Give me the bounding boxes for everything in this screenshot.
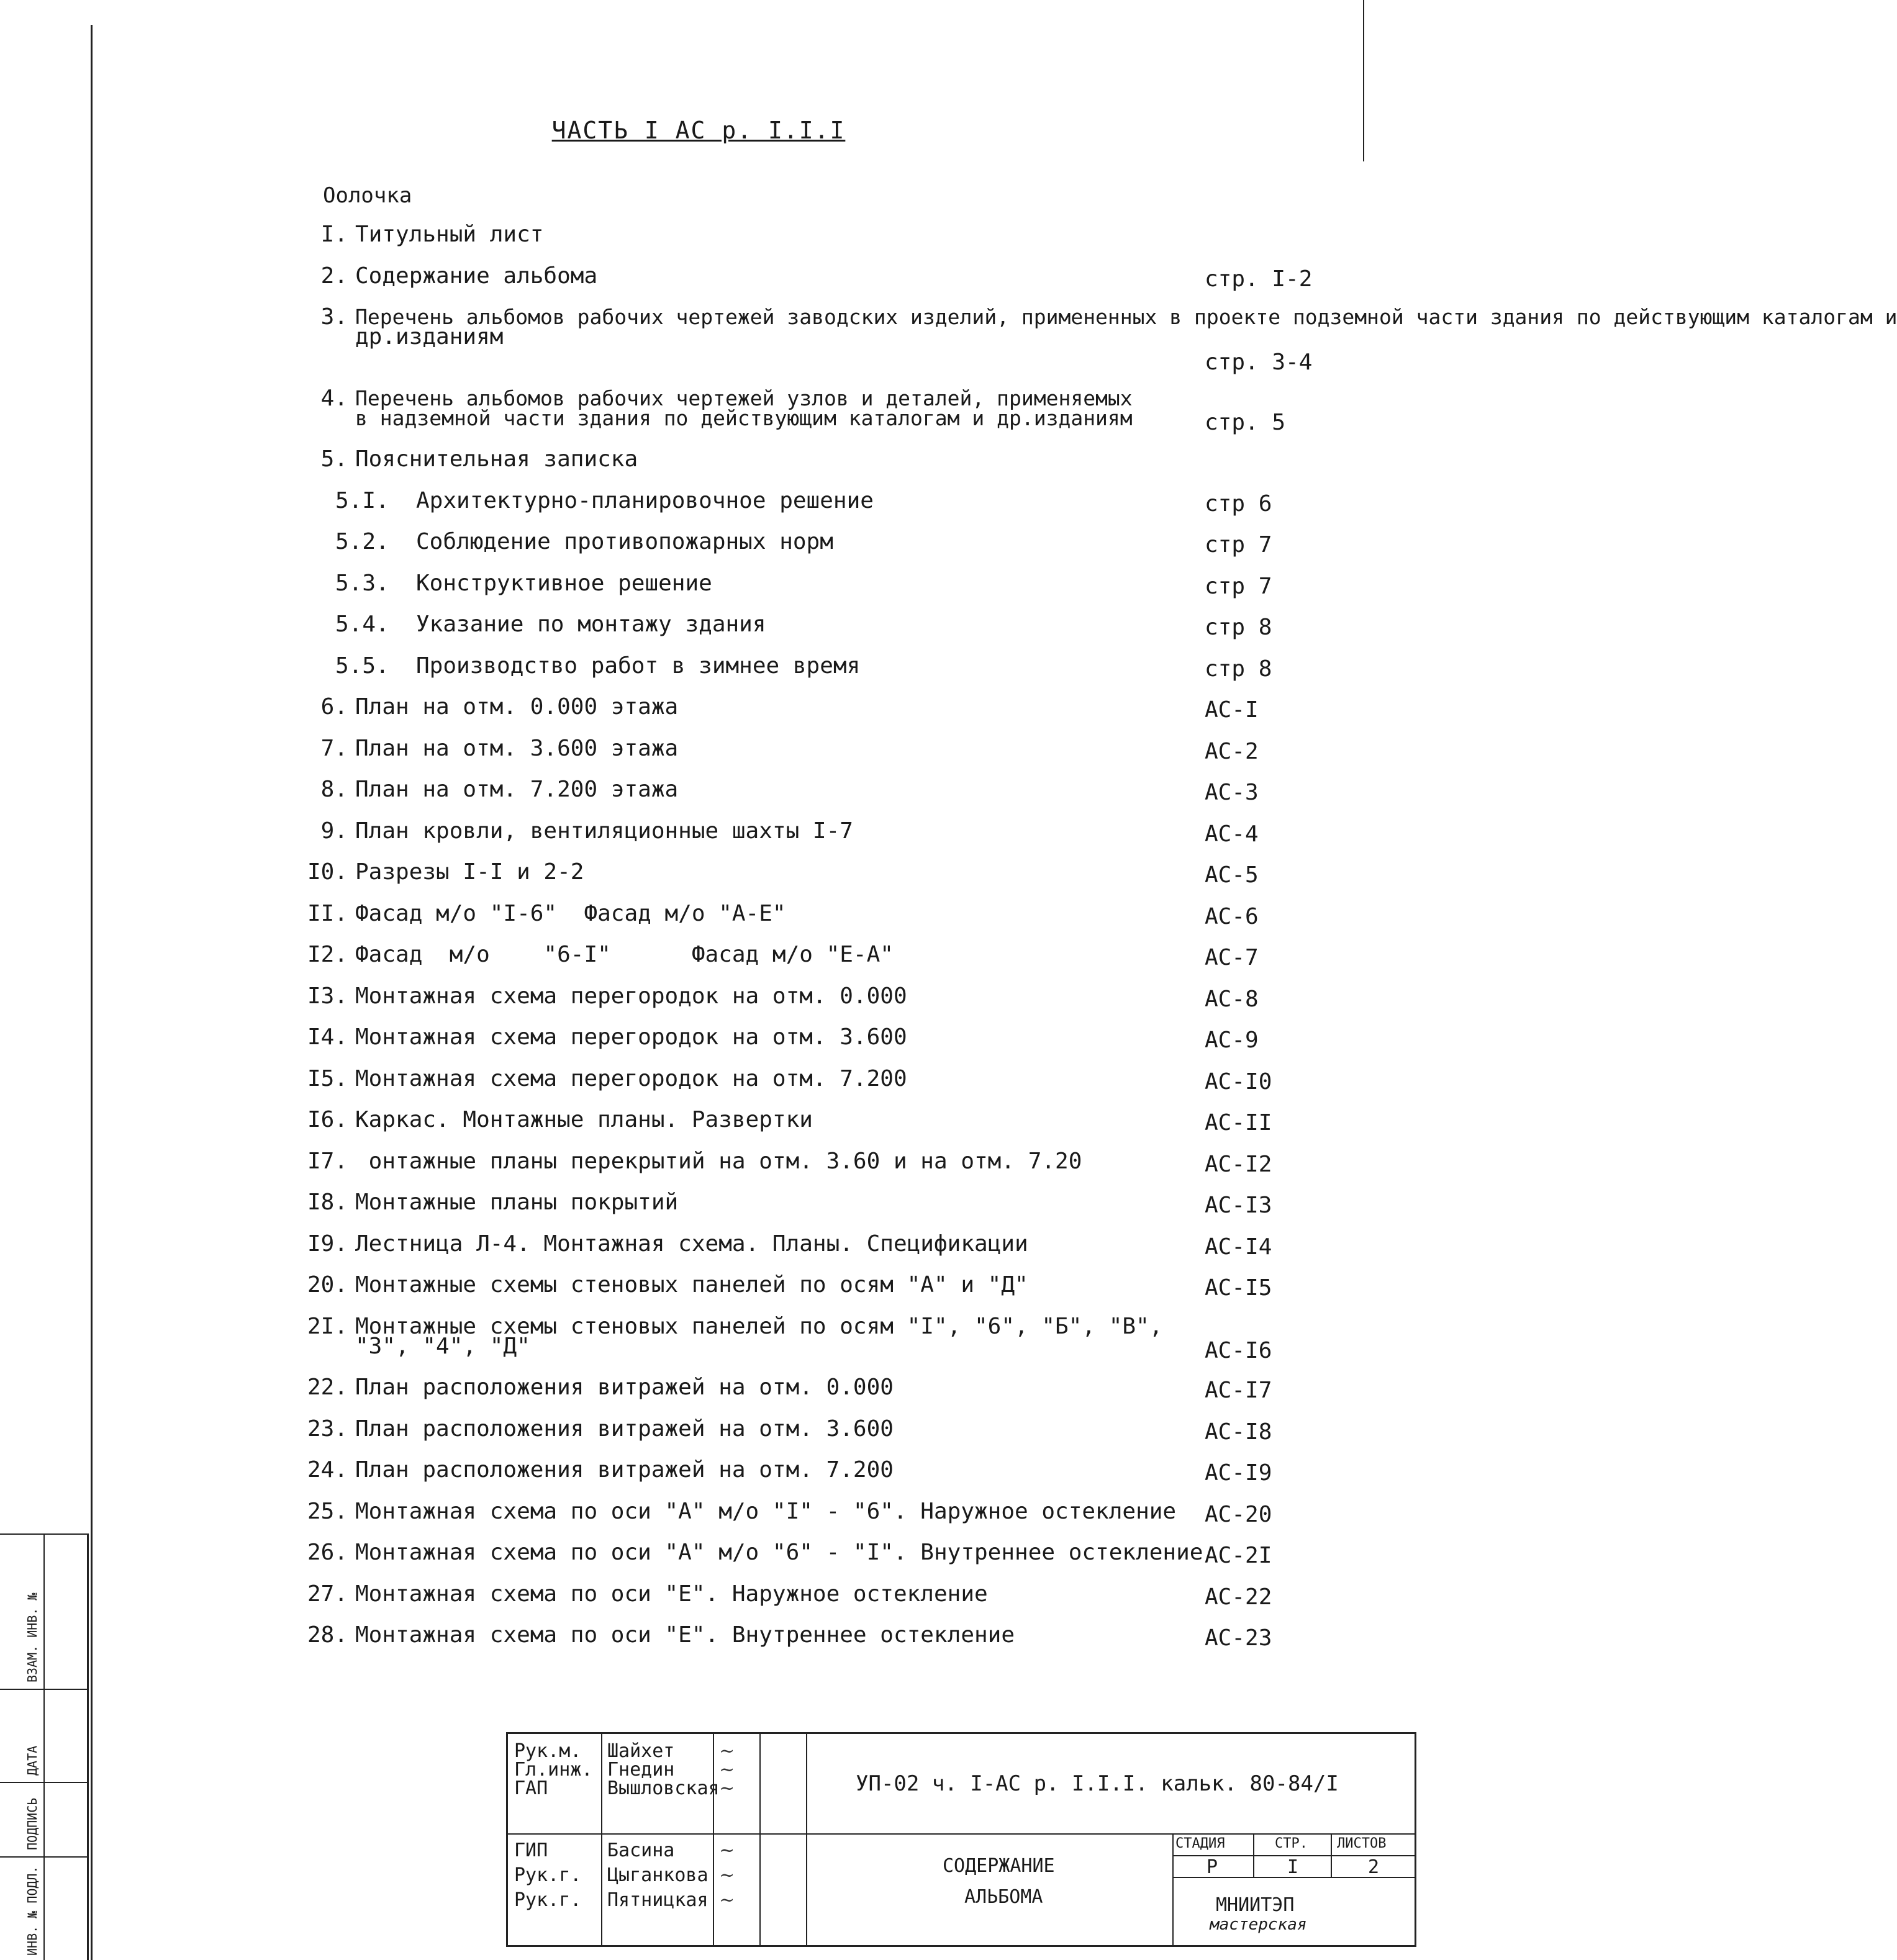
item-text: План расположения витражей на отм. 7.200 (355, 1457, 894, 1483)
item-number: I3. (307, 983, 348, 1009)
item-reference: АС-I4 (1205, 1234, 1272, 1260)
item-text: Монтажная схема по оси "Е". Наружное остекление (355, 1581, 988, 1607)
item-text: Перечень альбомов рабочих чертежей узлов и деталей, применяемых (355, 386, 1133, 410)
item-number: I7. (307, 1148, 348, 1174)
page-title: ЧАСТЬ I АС р. I.I.I (551, 117, 846, 144)
item-reference: АС-I9 (1205, 1460, 1272, 1486)
signature-mark: ~ (719, 1740, 735, 1762)
item-text: в надземной части здания по действующим каталогам и др.изданиям (355, 405, 1133, 430)
item-reference: стр 7 (1205, 532, 1272, 558)
item-text: План на отм. 7.200 этажа (355, 777, 679, 802)
item-number: 7. (320, 735, 348, 761)
item-reference: АС-5 (1205, 862, 1259, 888)
item-text: Монтажная схема по оси "А" м/о "6" - "I". Внутреннее остекление (355, 1540, 1203, 1565)
item-text: др.изданиям (355, 324, 504, 350)
item-number: 5.I. (335, 487, 389, 513)
item-reference: стр 6 (1205, 490, 1272, 517)
item-text: Перечень альбомов рабочих чертежей заводских изделий, примененных в проекте подземной части здания по действующим каталогам и (355, 305, 1897, 329)
item-text: План на отм. 3.600 этажа (355, 735, 679, 761)
sheets-value: 2 (1368, 1856, 1380, 1878)
item-number: 8. (320, 777, 348, 802)
item-text: Содержание альбома (355, 263, 598, 289)
item-number: 9. (320, 818, 348, 844)
side-label: ВЗАМ. ИНВ. № (25, 1592, 40, 1682)
item-reference: АС-I6 (1205, 1337, 1272, 1363)
sheets-header: ЛИСТОВ (1337, 1836, 1387, 1851)
item-reference: АС-I2 (1205, 1151, 1272, 1177)
item-number: I. (320, 222, 348, 247)
item-text: Монтажная схема по оси "А" м/о "I" - "6". Наружное остекление (355, 1498, 1177, 1524)
item-text: Монтажная схема перегородок на отм. 0.000 (355, 983, 907, 1009)
item-text: План расположения витражей на отм. 0.000 (355, 1375, 894, 1400)
item-number: 5.5. (335, 653, 389, 679)
item-number: 28. (307, 1622, 348, 1648)
side-stamp (0, 1533, 89, 1960)
stamp-name: Шайхет (607, 1740, 675, 1762)
item-text: Монтажная схема перегородок на отм. 3.600 (355, 1024, 907, 1050)
signature-mark: ~ (719, 1864, 735, 1886)
item-reference: стр. I-2 (1205, 266, 1313, 292)
item-text: онтажные планы перекрытий на отм. 3.60 и на отм. 7.20 (355, 1148, 1082, 1174)
item-number: 22. (307, 1375, 348, 1400)
item-number: 23. (307, 1416, 348, 1442)
item-text: Пояснительная записка (355, 446, 638, 472)
item-number: I8. (307, 1190, 348, 1215)
item-number: 5.2. (335, 529, 389, 554)
stamp-name: Басина (607, 1840, 675, 1861)
item-reference: АС-6 (1205, 903, 1259, 929)
item-reference: АС-2 (1205, 738, 1259, 764)
item-text: Архитектурно-планировочное решение (416, 487, 874, 513)
item-reference: АС-II (1205, 1110, 1272, 1136)
item-text: Каркас. Монтажные планы. Развертки (355, 1107, 813, 1132)
stamp-name: Цыганкова (607, 1864, 709, 1886)
item-text: Монтажная схема по оси "Е". Внутреннее остекление (355, 1622, 1015, 1648)
item-number: 20. (307, 1272, 348, 1298)
signature-mark: ~ (719, 1759, 735, 1781)
stamp-role: Рук.м. (514, 1740, 582, 1762)
organization-line-2: мастерская (1210, 1915, 1307, 1934)
stamp-role: Рук.г. (514, 1889, 582, 1911)
item-text: План расположения витражей на отм. 3.600 (355, 1416, 894, 1442)
item-text: Монтажные схемы стеновых панелей по осям "I", "6", "Б", "В", (355, 1313, 1163, 1339)
stamp-role: Гл.инж. (514, 1759, 593, 1781)
item-reference: АС-I7 (1205, 1378, 1272, 1403)
side-label: ДАТА (25, 1745, 40, 1776)
item-number: 25. (307, 1498, 348, 1524)
stage-header: СТАДИЯ (1175, 1836, 1225, 1851)
item-text: "3", "4", "Д" (355, 1333, 530, 1359)
item-text: Конструктивное решение (416, 570, 712, 596)
stamp-name: Пятницкая (607, 1889, 709, 1911)
stamp-name: Вышловская (607, 1777, 720, 1799)
signature-mark: ~ (719, 1777, 735, 1799)
item-number: I9. (307, 1231, 348, 1257)
sheet-value: I (1287, 1856, 1299, 1878)
item-number: 2I. (307, 1313, 348, 1339)
item-number: I4. (307, 1024, 348, 1050)
item-text: Монтажные планы покрытий (355, 1190, 679, 1215)
item-reference: АС-4 (1205, 821, 1259, 847)
item-text: Титульный лист (355, 222, 544, 247)
item-number: 4. (320, 385, 348, 411)
item-reference: АС-2I (1205, 1543, 1272, 1568)
item-number: 5.3. (335, 570, 389, 596)
item-text: Разрезы I-I и 2-2 (355, 859, 584, 885)
stage-value: Р (1207, 1856, 1218, 1878)
document-code: УП-02 ч. I-АС р. I.I.I. кальк. 80-84/I (856, 1771, 1339, 1796)
item-number: 5.4. (335, 612, 389, 637)
stamp-role: ГАП (514, 1777, 548, 1799)
left-margin-line (91, 25, 93, 1960)
item-reference: АС-I5 (1205, 1275, 1272, 1301)
item-reference: АС-I3 (1205, 1193, 1272, 1218)
item-reference: АС-I8 (1205, 1419, 1272, 1445)
item-number: II. (307, 900, 348, 926)
signature-mark: ~ (719, 1840, 735, 1861)
item-text: Производство работ в зимнее время (416, 653, 861, 679)
item-text: Фасад м/о "I-6" Фасад м/о "А-Е" (355, 900, 786, 926)
item-reference: АС-7 (1205, 945, 1259, 970)
item-reference: АС-23 (1205, 1625, 1272, 1651)
item-text: Лестница Л-4. Монтажная схема. Планы. Спецификации (355, 1231, 1028, 1257)
cover-label: Оолочка (323, 183, 412, 208)
item-text: Монтажные схемы стеновых панелей по осям "А" и "Д" (355, 1272, 1028, 1298)
item-number: 6. (320, 694, 348, 720)
item-text: Соблюдение противопожарных норм (416, 529, 833, 554)
sheet-header: СТР. (1275, 1836, 1308, 1851)
document-title-line-2: АЛЬБОМА (964, 1886, 1043, 1908)
item-reference: АС-20 (1205, 1501, 1272, 1527)
item-text: Указание по монтажу здания (416, 612, 766, 637)
item-text: План кровли, вентиляционные шахты I-7 (355, 818, 853, 844)
document-title-line-1: СОДЕРЖАНИЕ (943, 1855, 1055, 1877)
title-block (506, 1732, 1416, 1947)
item-reference: стр. 5 (1205, 409, 1286, 435)
item-reference: АС-9 (1205, 1027, 1259, 1053)
item-reference: стр 7 (1205, 573, 1272, 599)
item-number: 24. (307, 1457, 348, 1483)
item-number: 3. (320, 304, 348, 330)
item-reference: АС-3 (1205, 780, 1259, 805)
item-reference: стр 8 (1205, 615, 1272, 640)
item-number: I5. (307, 1065, 348, 1091)
item-number: 27. (307, 1581, 348, 1607)
item-number: 5. (320, 446, 348, 472)
item-number: 26. (307, 1540, 348, 1565)
item-reference: АС-I0 (1205, 1068, 1272, 1095)
item-reference: стр 8 (1205, 656, 1272, 682)
stamp-role: ГИП (514, 1840, 548, 1861)
item-number: 2. (320, 263, 348, 289)
item-text: Монтажная схема перегородок на отм. 7.200 (355, 1065, 907, 1091)
item-text: Фасад м/о "6-I" Фасад м/о "Е-А" (355, 942, 894, 967)
signature-mark: ~ (719, 1889, 735, 1911)
item-reference: АС-22 (1205, 1584, 1272, 1610)
side-label: ИНВ. № ПОДЛ. (25, 1866, 40, 1956)
item-reference: АС-8 (1205, 986, 1259, 1012)
item-reference: АС-I (1205, 697, 1259, 723)
side-label: ПОДПИСЬ (25, 1797, 40, 1850)
item-reference: стр. 3-4 (1205, 350, 1313, 375)
stamp-role: Рук.г. (514, 1864, 582, 1886)
stamp-name: Гнедин (607, 1759, 675, 1781)
item-number: I6. (307, 1107, 348, 1132)
organization-line-1: МНИИТЭП (1216, 1894, 1295, 1916)
item-number: I0. (307, 859, 348, 885)
item-text: План на отм. 0.000 этажа (355, 694, 679, 720)
item-number: I2. (307, 942, 348, 967)
